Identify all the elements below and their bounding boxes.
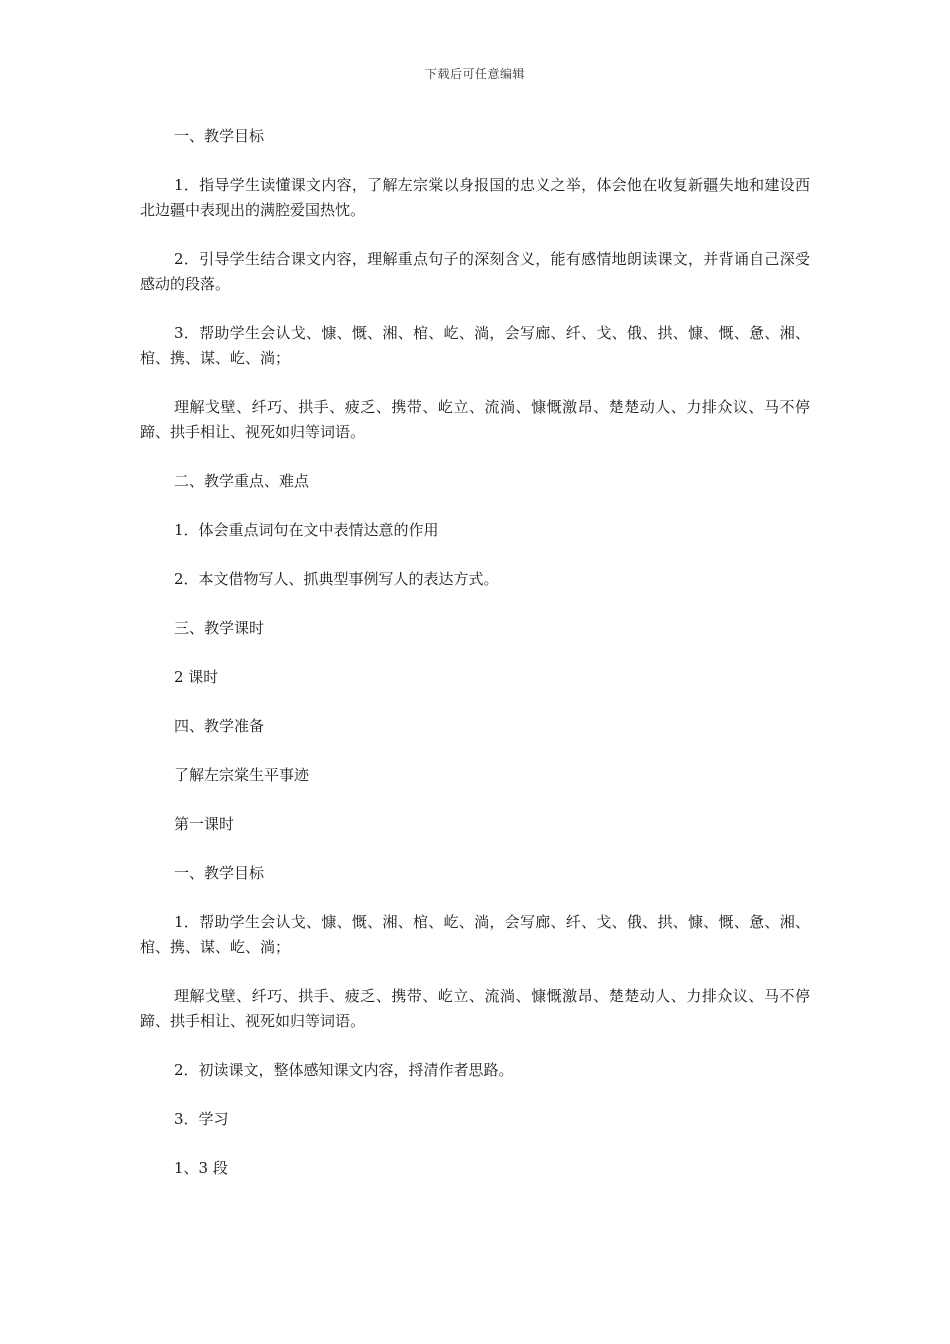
- paragraph: 理解戈壁、纤巧、拱手、疲乏、携带、屹立、流淌、慷慨激昂、楚楚动人、力排众议、马不停蹄、拱手相让、视死如归等词语。: [140, 987, 810, 1030]
- section-heading-preparation: 四、教学准备: [174, 717, 265, 735]
- paragraph: 2．引导学生结合课文内容，理解重点句子的深刻含义，能有感情地朗读课文，并背诵自己深受感动的段落。: [140, 250, 810, 293]
- paragraph: 2．本文借物写人、抓典型事例写人的表达方式。: [174, 570, 499, 588]
- lesson-heading: 第一课时: [174, 815, 235, 833]
- paragraph: 3．学习: [174, 1110, 229, 1128]
- paragraph: 2．初读课文，整体感知课文内容，捋清作者思路。: [174, 1061, 514, 1079]
- paragraph: 1．指导学生读懂课文内容，了解左宗棠以身报国的忠义之举，体会他在收复新疆失地和建设西北边疆中表现出的满腔爱国热忱。: [140, 176, 810, 219]
- paragraph: 2 课时: [174, 668, 219, 686]
- paragraph: 1．帮助学生会认戈、慷、慨、湘、棺、屹、淌，会写廊、纤、戈、俄、拱、慷、慨、惫、湘、棺、携、谋、屹、淌；: [140, 913, 810, 956]
- page-header: 下载后可任意编辑: [424, 67, 525, 81]
- paragraph: 1、3 段: [174, 1159, 228, 1177]
- section-heading-key-points: 二、教学重点、难点: [174, 472, 310, 490]
- paragraph: 理解戈壁、纤巧、拱手、疲乏、携带、屹立、流淌、慷慨激昂、楚楚动人、力排众议、马不停蹄、拱手相让、视死如归等词语。: [140, 398, 810, 441]
- section-heading-periods: 三、教学课时: [174, 619, 265, 637]
- section-heading-objectives: 一、教学目标: [174, 127, 265, 145]
- document-body: [140, 124, 810, 1205]
- paragraph: 了解左宗棠生平事迹: [174, 766, 310, 784]
- paragraph: 1．体会重点词句在文中表情达意的作用: [174, 521, 439, 539]
- section-heading-objectives: 一、教学目标: [174, 864, 265, 882]
- paragraph: 3．帮助学生会认戈、慷、慨、湘、棺、屹、淌，会写廊、纤、戈、俄、拱、慷、慨、惫、湘、棺、携、谋、屹、淌；: [140, 324, 810, 367]
